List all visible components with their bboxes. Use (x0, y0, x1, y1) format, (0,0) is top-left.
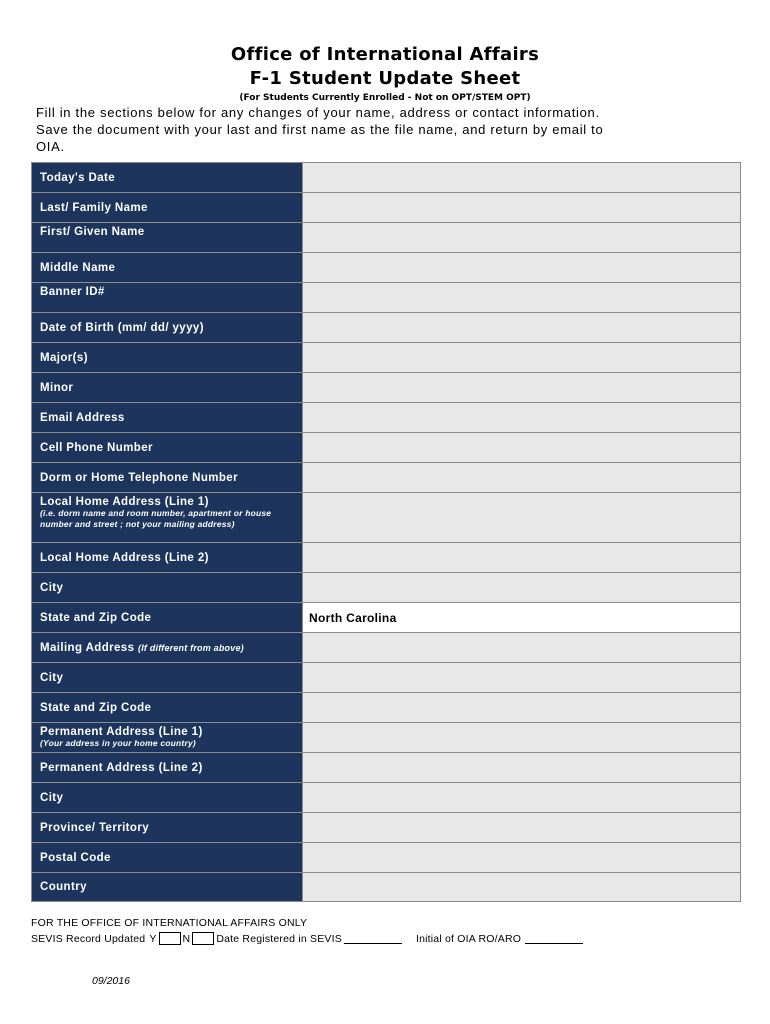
row-minor (32, 372, 740, 402)
label-first-name: First/ Given Name (32, 223, 302, 252)
row-todays-date (32, 163, 740, 192)
form-title: F-1 Student Update Sheet (249, 68, 521, 89)
label-permanent-city: City (32, 783, 302, 812)
todays-date-field[interactable] (302, 163, 740, 192)
row-province (32, 812, 740, 842)
mailing-address-title: Mailing Address (40, 641, 135, 654)
label-local-state-zip: State and Zip Code (32, 603, 302, 632)
postal-code-field[interactable] (302, 843, 740, 872)
mailing-address-field[interactable] (302, 633, 740, 662)
local-address-1-field[interactable] (302, 493, 740, 542)
row-permanent-city (32, 782, 740, 812)
no-label: N (182, 932, 191, 945)
row-middle-name (32, 252, 740, 282)
office-use-line (31, 932, 583, 945)
permanent-address-1-field[interactable] (302, 723, 740, 752)
label-email: Email Address (32, 403, 302, 432)
label-mailing-city: City (32, 663, 302, 692)
label-mailing-address (32, 633, 302, 662)
row-cell-phone (32, 432, 740, 462)
row-country (32, 872, 740, 901)
middle-name-field[interactable] (302, 253, 740, 282)
instructions-line-3: OIA. (36, 139, 65, 154)
office-use-heading: FOR THE OFFICE OF INTERNATIONAL AFFAIRS ONLY (31, 917, 308, 929)
permanent-address-1-title: Permanent Address (Line 1) (40, 726, 203, 738)
row-dob (32, 312, 740, 342)
email-field[interactable] (302, 403, 740, 432)
home-phone-field[interactable] (302, 463, 740, 492)
label-middle-name: Middle Name (32, 253, 302, 282)
last-name-field[interactable] (302, 193, 740, 222)
row-permanent-address-1 (32, 722, 740, 752)
date-registered-blank[interactable] (344, 933, 402, 944)
permanent-address-1-note: (Your address in your home country) (40, 738, 196, 748)
label-minor: Minor (32, 373, 302, 402)
row-mailing-city (32, 662, 740, 692)
instructions-line-1: Fill in the sections below for any changes of your name, address or contact information. (36, 105, 600, 120)
no-checkbox[interactable] (192, 932, 214, 945)
row-last-name (32, 192, 740, 222)
banner-id-field[interactable] (302, 283, 740, 312)
yes-label: Y (149, 932, 157, 945)
minor-field[interactable] (302, 373, 740, 402)
dob-field[interactable] (302, 313, 740, 342)
row-banner-id (32, 282, 740, 312)
cell-phone-field[interactable] (302, 433, 740, 462)
label-permanent-address-2: Permanent Address (Line 2) (32, 753, 302, 782)
label-banner-id: Banner ID# (32, 283, 302, 312)
first-name-field[interactable] (302, 223, 740, 252)
row-home-phone (32, 462, 740, 492)
label-last-name: Last/ Family Name (32, 193, 302, 222)
majors-field[interactable] (302, 343, 740, 372)
country-field[interactable] (302, 873, 740, 901)
label-postal-code: Postal Code (32, 843, 302, 872)
row-local-state-zip (32, 602, 740, 632)
sevis-updated-label: SEVIS Record Updated (31, 932, 146, 945)
label-country: Country (32, 873, 302, 901)
label-province: Province/ Territory (32, 813, 302, 842)
revision-date: 09/2016 (92, 975, 130, 987)
row-local-address-2 (32, 542, 740, 572)
row-email (32, 402, 740, 432)
label-local-city: City (32, 573, 302, 602)
instructions-line-2: Save the document with your last and first name as the file name, and return by email to (36, 122, 604, 137)
row-permanent-address-2 (32, 752, 740, 782)
label-mailing-state-zip: State and Zip Code (32, 693, 302, 722)
initial-label: Initial of OIA RO/ARO (415, 932, 522, 945)
row-majors (32, 342, 740, 372)
permanent-city-field[interactable] (302, 783, 740, 812)
instructions (36, 104, 736, 155)
initial-blank[interactable] (525, 933, 583, 944)
date-registered-label: Date Registered in SEVIS (216, 932, 342, 945)
local-address-2-field[interactable] (302, 543, 740, 572)
row-mailing-address (32, 632, 740, 662)
yes-checkbox[interactable] (159, 932, 181, 945)
row-local-address-1 (32, 492, 740, 542)
local-address-1-note: (i.e. dorm name and room number, apartment or house number and street ; not your mailing address) (40, 508, 272, 529)
mailing-state-zip-field[interactable] (302, 693, 740, 722)
row-local-city (32, 572, 740, 602)
row-mailing-state-zip (32, 692, 740, 722)
local-city-field[interactable] (302, 573, 740, 602)
permanent-address-2-field[interactable] (302, 753, 740, 782)
office-title: Office of International Affairs (230, 44, 540, 65)
label-permanent-address-1 (32, 723, 302, 752)
label-majors: Major(s) (32, 343, 302, 372)
label-cell-phone: Cell Phone Number (32, 433, 302, 462)
label-todays-date: Today's Date (32, 163, 302, 192)
mailing-address-note: (If different from above) (138, 642, 244, 653)
mailing-city-field[interactable] (302, 663, 740, 692)
province-field[interactable] (302, 813, 740, 842)
local-state-zip-field[interactable]: North Carolina (302, 603, 740, 632)
form-subtitle: (For Students Currently Enrolled - Not on OPT/STEM OPT) (239, 93, 531, 103)
label-dob: Date of Birth (mm/ dd/ yyyy) (32, 313, 302, 342)
label-home-phone: Dorm or Home Telephone Number (32, 463, 302, 492)
row-first-name (32, 222, 740, 252)
update-form-table (31, 162, 741, 902)
label-local-address-2: Local Home Address (Line 2) (32, 543, 302, 572)
local-address-1-title: Local Home Address (Line 1) (40, 496, 209, 508)
label-local-address-1 (32, 493, 302, 542)
row-postal-code (32, 842, 740, 872)
